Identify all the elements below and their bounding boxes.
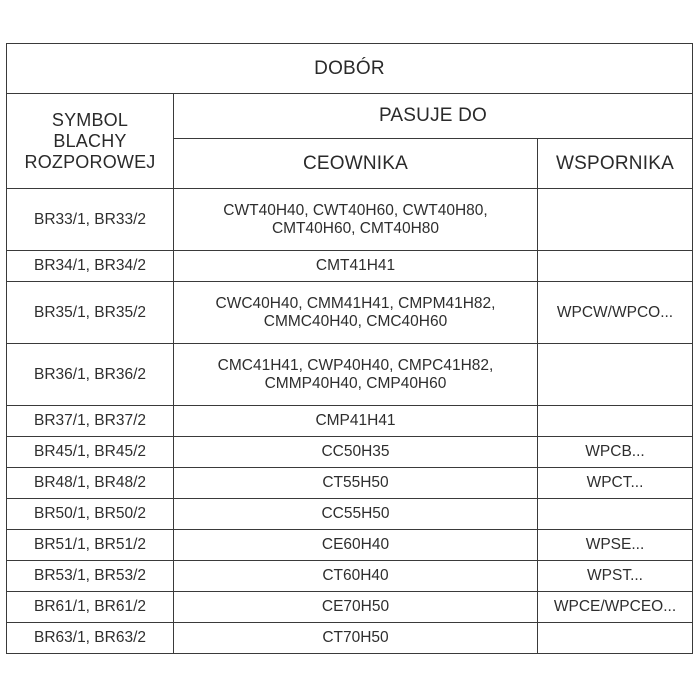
bracket-cell — [538, 406, 693, 437]
symbol-cell: BR48/1, BR48/2 — [7, 468, 174, 499]
bracket-cell — [538, 189, 693, 251]
channel-cell — [174, 282, 538, 344]
channel-line: CMT40H60, CMT40H80 — [271, 219, 440, 237]
symbol-header-line-1: SYMBOL — [51, 109, 129, 130]
channel-line: CWT40H40, CWT40H60, CWT40H80, — [223, 201, 488, 219]
symbol-cell: BR33/1, BR33/2 — [7, 189, 174, 251]
channel-line: CMMC40H40, CMC40H60 — [263, 312, 448, 330]
channel-cell — [174, 561, 538, 592]
fits-header: PASUJE DO — [174, 94, 693, 139]
channel-cell — [174, 406, 538, 437]
bracket-cell — [538, 251, 693, 282]
symbol-header — [7, 94, 174, 189]
channel-line: CMT41H41 — [315, 257, 396, 274]
channel-cell — [174, 623, 538, 654]
symbol-cell: BR45/1, BR45/2 — [7, 437, 174, 468]
channel-cell — [174, 530, 538, 561]
channel-line: CMP41H41 — [315, 412, 396, 429]
symbol-cell: BR51/1, BR51/2 — [7, 530, 174, 561]
channel-line: CE60H40 — [321, 536, 390, 553]
table-row — [7, 530, 693, 561]
channel-line: CC50H35 — [321, 443, 390, 460]
table-row — [7, 499, 693, 530]
title-row — [7, 44, 693, 94]
bracket-cell: WPSE... — [538, 530, 693, 561]
symbol-header-line-2: BLACHY — [53, 130, 127, 151]
symbol-cell: BR37/1, BR37/2 — [7, 406, 174, 437]
table-row — [7, 437, 693, 468]
channel-line: CT70H50 — [322, 629, 389, 646]
channel-cell — [174, 468, 538, 499]
bracket-cell — [538, 344, 693, 406]
channel-line: CC55H50 — [321, 505, 390, 522]
channel-line: CT60H40 — [322, 567, 389, 584]
bracket-cell: WPCE/WPCEO... — [538, 592, 693, 623]
table-row — [7, 189, 693, 251]
table-row — [7, 406, 693, 437]
bracket-cell — [538, 499, 693, 530]
channel-cell — [174, 592, 538, 623]
table-row — [7, 623, 693, 654]
table-row — [7, 282, 693, 344]
table-row — [7, 561, 693, 592]
symbol-header-line-3: ROZPOROWEJ — [24, 151, 156, 172]
symbol-cell: BR36/1, BR36/2 — [7, 344, 174, 406]
symbol-cell: BR50/1, BR50/2 — [7, 499, 174, 530]
table-row — [7, 251, 693, 282]
channel-cell — [174, 437, 538, 468]
header-row-1 — [7, 94, 693, 139]
channel-line: CT55H50 — [322, 474, 389, 491]
channel-header: CEOWNIKA — [174, 139, 538, 189]
channel-line: CMC41H41, CWP40H40, CMPC41H82, — [217, 356, 494, 374]
table-row — [7, 468, 693, 499]
channel-line: CMMP40H40, CMP40H60 — [264, 374, 447, 392]
bracket-header: WSPORNIKA — [538, 139, 693, 189]
channel-cell — [174, 189, 538, 251]
symbol-cell: BR63/1, BR63/2 — [7, 623, 174, 654]
table-title: DOBÓR — [7, 44, 693, 94]
bracket-cell: WPST... — [538, 561, 693, 592]
channel-line: CE70H50 — [321, 598, 390, 615]
symbol-cell: BR34/1, BR34/2 — [7, 251, 174, 282]
bracket-cell — [538, 623, 693, 654]
channel-line: CWC40H40, CMM41H41, CMPM41H82, — [215, 294, 496, 312]
symbol-cell: BR35/1, BR35/2 — [7, 282, 174, 344]
channel-cell — [174, 251, 538, 282]
bracket-cell: WPCB... — [538, 437, 693, 468]
table-row — [7, 344, 693, 406]
selection-table — [6, 43, 693, 654]
symbol-cell: BR61/1, BR61/2 — [7, 592, 174, 623]
bracket-cell: WPCW/WPCO... — [538, 282, 693, 344]
symbol-cell: BR53/1, BR53/2 — [7, 561, 174, 592]
channel-cell — [174, 499, 538, 530]
channel-cell — [174, 344, 538, 406]
bracket-cell: WPCT... — [538, 468, 693, 499]
table-row — [7, 592, 693, 623]
